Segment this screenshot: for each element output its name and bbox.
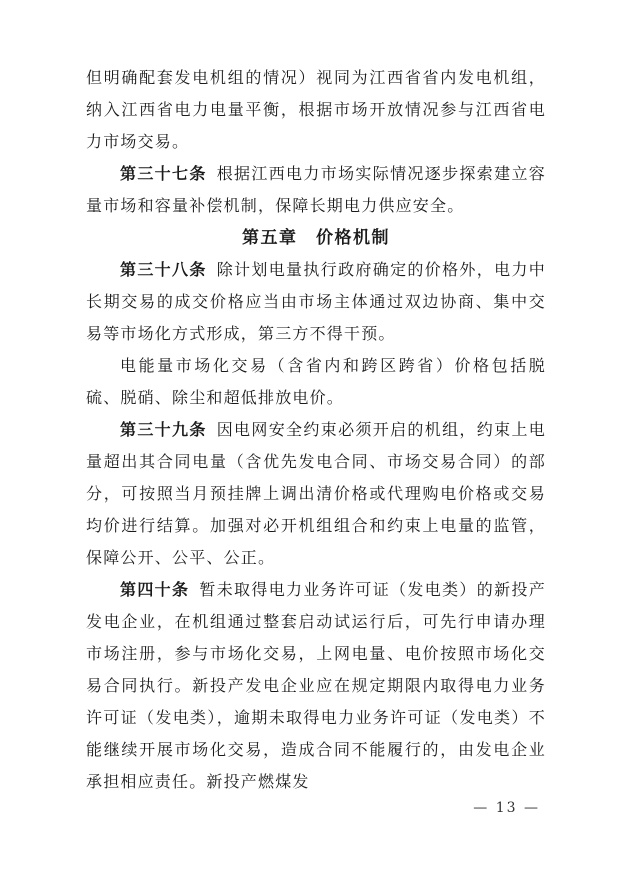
article-39	[86, 414, 546, 574]
paragraph-continuation: 但明确配套发电机组的情况）视同为江西省省内发电机组，纳入江西省电力电量平衡，根据市场开放情况参与江西省电力市场交易。	[86, 68, 546, 151]
article-37	[86, 158, 546, 222]
document-body	[86, 62, 546, 798]
article-38-title: 第三十八条	[120, 260, 207, 279]
article-39-text: 因电网安全约束必须开启的机组，约束上电量超出其合同电量（含优先发电合同、市场交易合同）的部分，可按照当月预挂牌上调出清价格或代理购电价格或交易均价进行结算。加强对必开机组组合和约束上电量的监管，保障公开、公平、公正。	[86, 420, 546, 567]
article-40-title: 第四十条	[120, 580, 190, 599]
chapter-heading: 第五章 价格机制	[242, 228, 390, 248]
article-37-text: 根据江西电力市场实际情况逐步探索建立容量市场和容量补偿机制，保障长期电力供应安全。	[86, 164, 546, 215]
article-40-text: 暂未取得电力业务许可证（发电类）的新投产发电企业，在机组通过整套启动试运行后，可先行申请办理市场注册，参与市场化交易，上网电量、电价按照市场化交易合同执行。新投产发电企业应在规定期限内取得电力业务许可证（发电类），逾期未取得电力业务许可证（发电类）不能继续开展市场化交易，造成合同不能履行的，由发电企业承担相应责任。新投产燃煤发	[86, 580, 546, 791]
page-number: — 13 —	[473, 800, 540, 816]
article-39-title: 第三十九条	[120, 420, 207, 439]
article-38	[86, 254, 546, 350]
article-40	[86, 574, 546, 798]
article-37-title: 第三十七条	[120, 164, 207, 183]
paragraph-energy-price: 电能量市场化交易（含省内和跨区跨省）价格包括脱硫、脱硝、除尘和超低排放电价。	[86, 356, 546, 407]
article-38-text: 除计划电量执行政府确定的价格外，电力中长期交易的成交价格应当由市场主体通过双边协商、集中交易等市场化方式形成，第三方不得干预。	[86, 260, 546, 343]
